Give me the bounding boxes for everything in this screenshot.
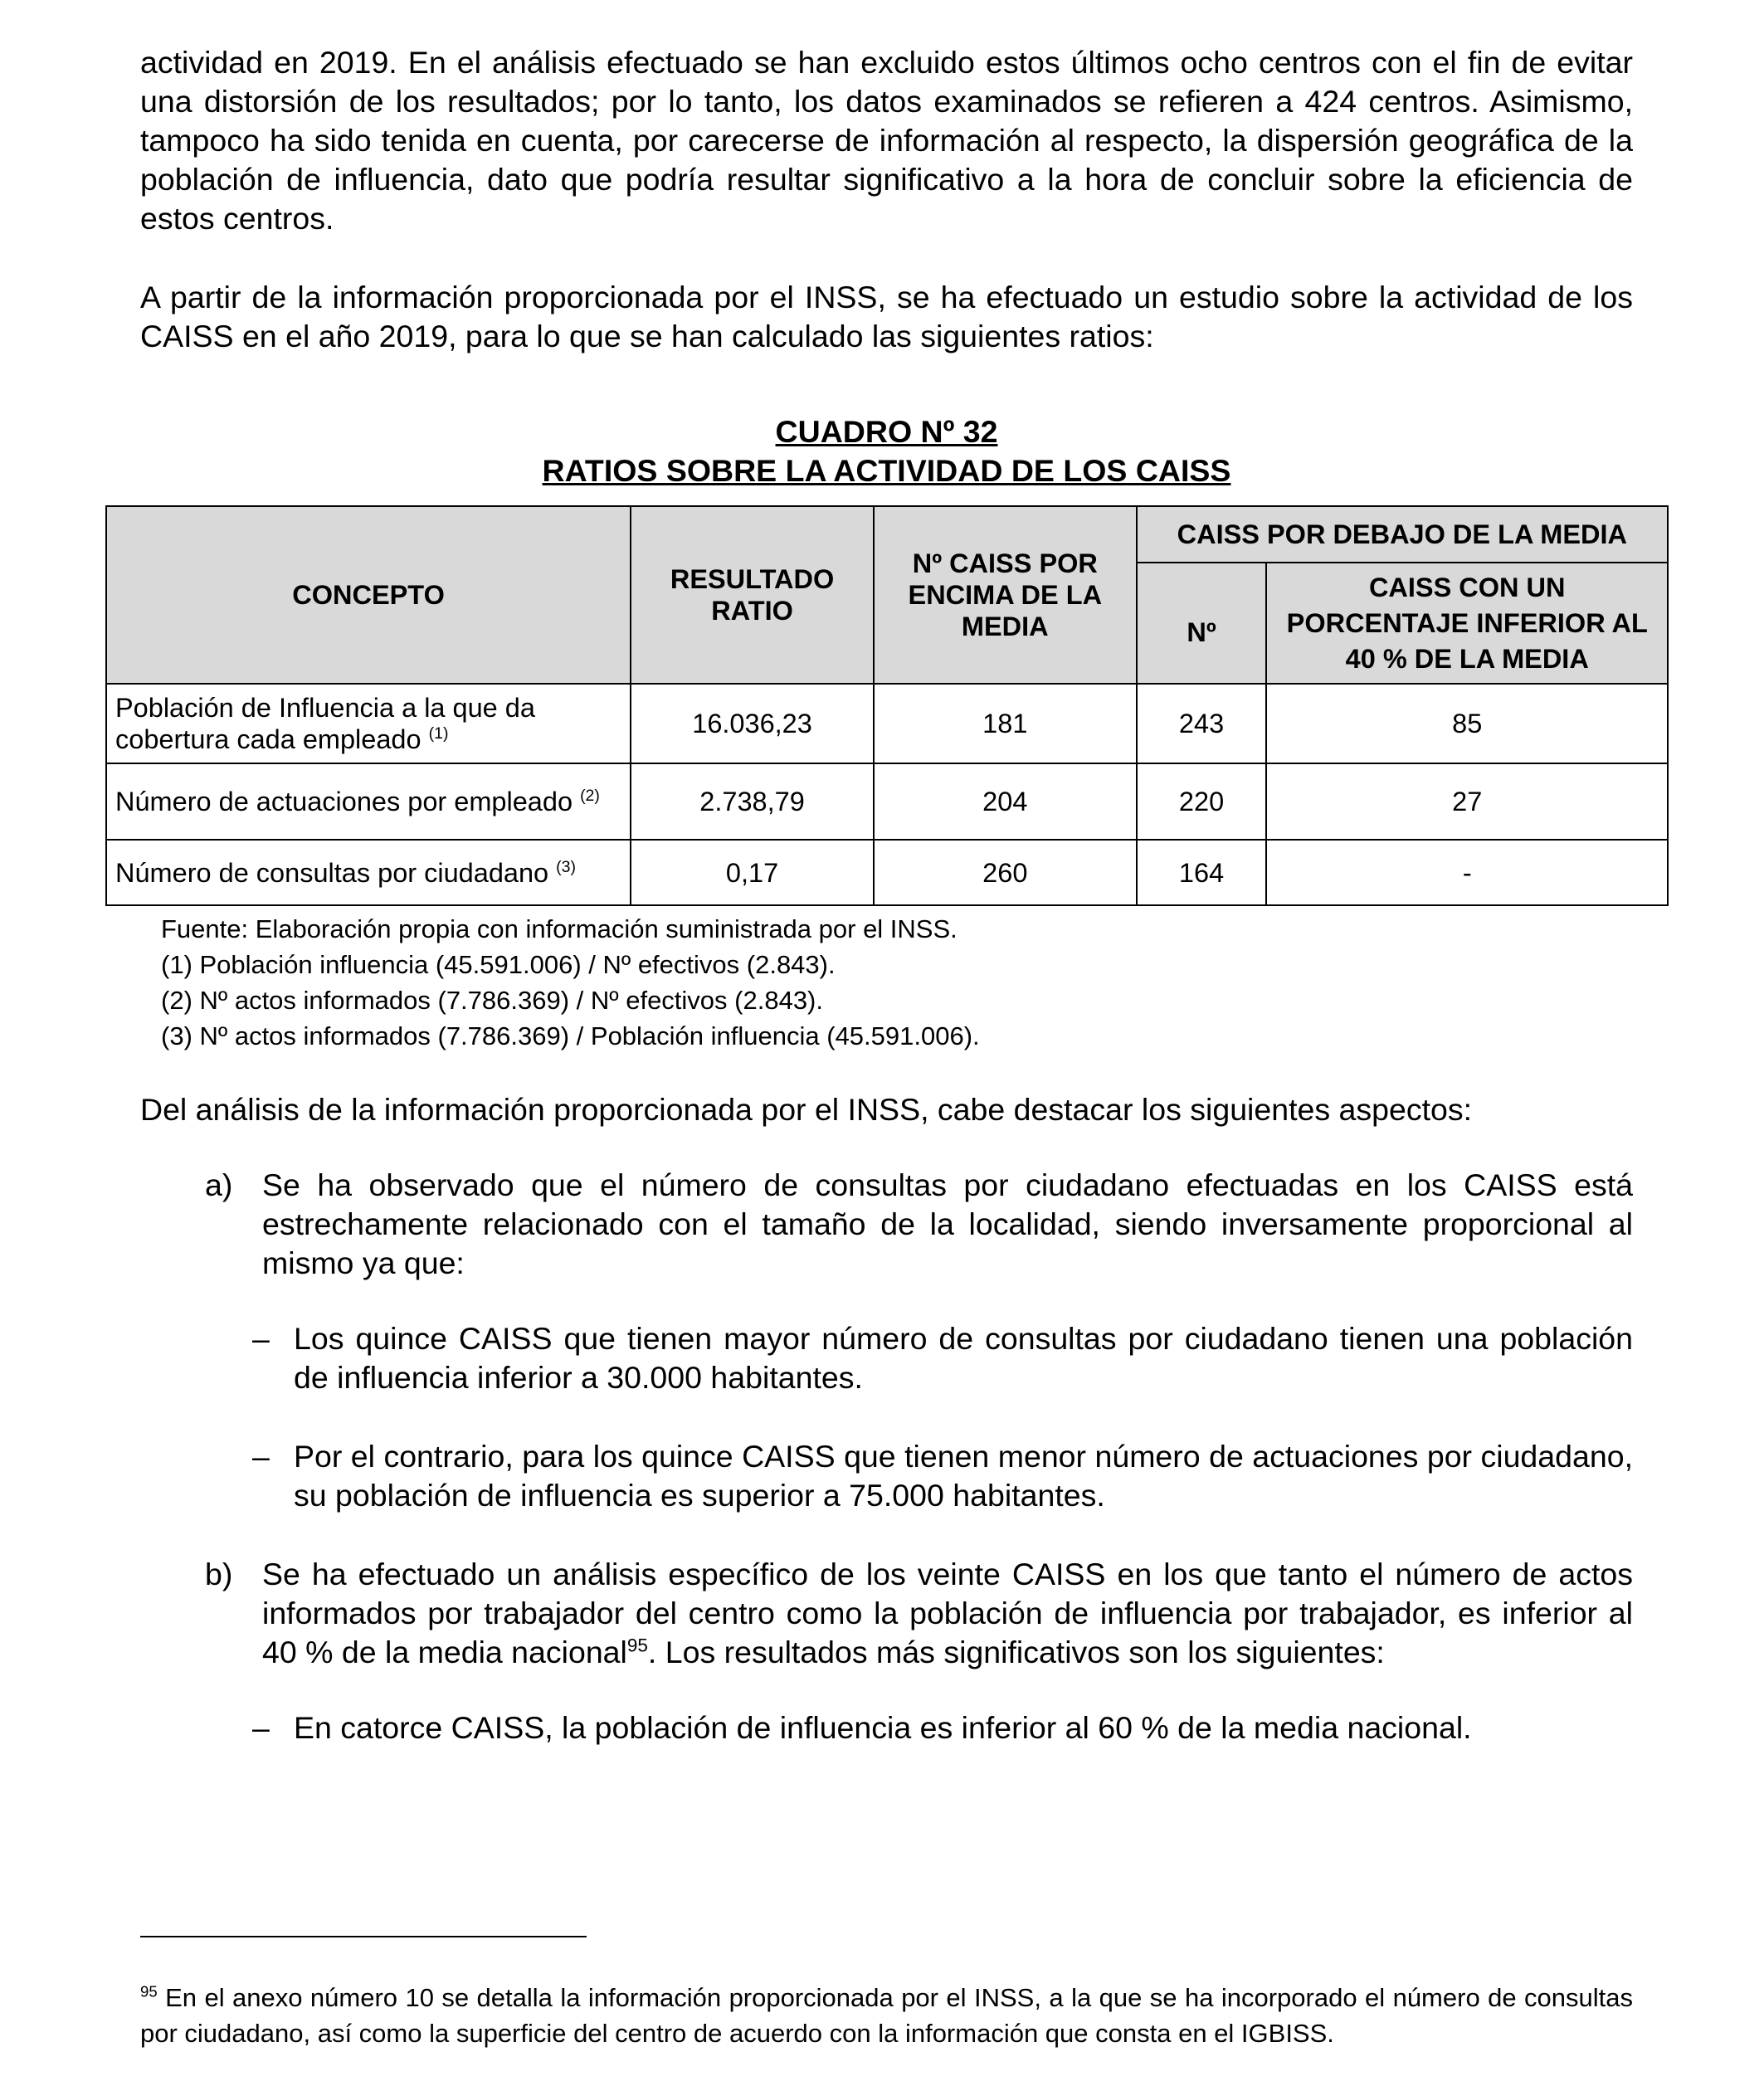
header-debajo-group: CAISS POR DEBAJO DE LA MEDIA — [1137, 506, 1668, 563]
row-resultado: 2.738,79 — [631, 763, 874, 840]
footnote-text: En el anexo número 10 se detalla la información proporcionada por el INSS, a la que se ha incorporado el número de consultas por ciudadano, así como la superficie del centro de acuerdo con la información que consta en el IGBISS. — [140, 1983, 1633, 2048]
table-note-3: (3) Nº actos informados (7.786.369) / Población influencia (45.591.006). — [161, 1021, 980, 1050]
dash-marker: – — [252, 1439, 270, 1474]
table-note-2: (2) Nº actos informados (7.786.369) / Nº efectivos (2.843). — [161, 986, 823, 1015]
footnote-separator — [140, 1936, 587, 1937]
list-item-b — [140, 1555, 1633, 1672]
row-n: 243 — [1137, 684, 1267, 763]
row-encima: 181 — [874, 684, 1137, 763]
row-resultado: 16.036,23 — [631, 684, 874, 763]
document-page — [115, 43, 1648, 1787]
row-n: 220 — [1137, 763, 1267, 840]
footnote-number: 95 — [140, 1982, 158, 2001]
table-notes — [161, 911, 1633, 1054]
paragraph-aspects-intro: Del análisis de la información proporcionada por el INSS, cabe destacar los siguientes aspectos: — [140, 1092, 1473, 1127]
ratios-table — [105, 505, 1669, 906]
bullet-text: Por el contrario, para los quince CAISS que tienen menor número de actuaciones por ciudadano, su población de influencia es superior a 75.000 habitantes. — [294, 1439, 1633, 1513]
dash-marker: – — [252, 1321, 270, 1356]
bullet-text: En catorce CAISS, la población de influencia es inferior al 60 % de la media nacional. — [294, 1710, 1472, 1745]
table-title-block — [140, 412, 1633, 490]
note-ref: (1) — [428, 724, 449, 743]
footnote-reference[interactable]: 95 — [626, 1635, 648, 1656]
bullet-item — [140, 1708, 1633, 1747]
table-title: CUADRO Nº 32 — [775, 414, 998, 449]
bullet-item — [140, 1319, 1633, 1397]
note-ref: (2) — [580, 787, 600, 806]
item-text: Se ha observado que el número de consultas por ciudadano efectuadas en los CAISS está estrechamente relacionado con el tamaño de la localidad, siendo inversamente proporcional al mismo ya que: — [262, 1167, 1633, 1280]
item-label: b) — [205, 1557, 233, 1591]
row-concepto: Población de Influencia a la que da cobertura cada empleado $^{(1)}$ — [106, 684, 631, 763]
row-encima: 260 — [874, 840, 1137, 905]
bullet-item — [140, 1437, 1633, 1515]
row-inferior40: 85 — [1266, 684, 1668, 763]
row-resultado: 0,17 — [631, 840, 874, 905]
paragraph-study-intro: A partir de la información proporcionada por el INSS, se ha efectuado un estudio sobre la actividad de los CAISS en el año 2019, para lo que se han calculado las siguientes ratios: — [140, 280, 1633, 353]
footnote — [140, 1980, 1633, 2051]
row-concepto: Número de actuaciones por empleado $^{(2)}$ — [106, 763, 631, 840]
table-note-1: (1) Población influencia (45.591.006) / Nº efectivos (2.843). — [161, 950, 836, 979]
item-text: Se ha efectuado un análisis específico de los veinte CAISS en los que tanto el número de actos informados por trabajador del centro como la población de influencia por trabajador, es inferior al 40 % de la media nacional — [262, 1557, 1633, 1669]
item-label: a) — [205, 1167, 233, 1202]
row-concepto: Número de consultas por ciudadano $^{(3)}$ — [106, 840, 631, 905]
header-concepto: CONCEPTO — [106, 506, 631, 684]
dash-marker: – — [252, 1710, 270, 1745]
bullet-text: Los quince CAISS que tienen mayor número de consultas por ciudadano tienen una población de influencia inferior a 30.000 habitantes. — [294, 1321, 1633, 1395]
list-item-a — [140, 1166, 1633, 1283]
row-inferior40: - — [1266, 840, 1668, 905]
table-row — [106, 684, 1668, 763]
note-ref: (3) — [556, 857, 577, 876]
row-n: 164 — [1137, 840, 1267, 905]
row-encima: 204 — [874, 763, 1137, 840]
header-resultado: RESULTADO RATIO — [631, 506, 874, 684]
table-row — [106, 763, 1668, 840]
header-encima: Nº CAISS POR ENCIMA DE LA MEDIA — [874, 506, 1137, 684]
table-subtitle: RATIOS SOBRE LA ACTIVIDAD DE LOS CAISS — [542, 453, 1231, 488]
header-inferior40: CAISS CON UN PORCENTAJE INFERIOR AL 40 % DE LA MEDIA — [1266, 563, 1668, 684]
table-source: Fuente: Elaboración propia con información suministrada por el INSS. — [161, 914, 958, 943]
header-n: Nº — [1137, 563, 1267, 684]
table-row — [106, 840, 1668, 905]
item-text-end: . Los resultados más significativos son los siguientes: — [647, 1635, 1385, 1669]
paragraph-context: actividad en 2019. En el análisis efectuado se han excluido estos últimos ocho centros con el fin de evitar una distorsión de los resultados; por lo tanto, los datos examinados se refieren a 424 centros. Asimismo, tampoco ha sido tenida en cuenta, por carecerse de información al respecto, la dispersión geográfica de la población de influencia, dato que podría resultar significativo a la hora de concluir sobre la eficiencia de estos centros. — [140, 45, 1633, 236]
row-inferior40: 27 — [1266, 763, 1668, 840]
